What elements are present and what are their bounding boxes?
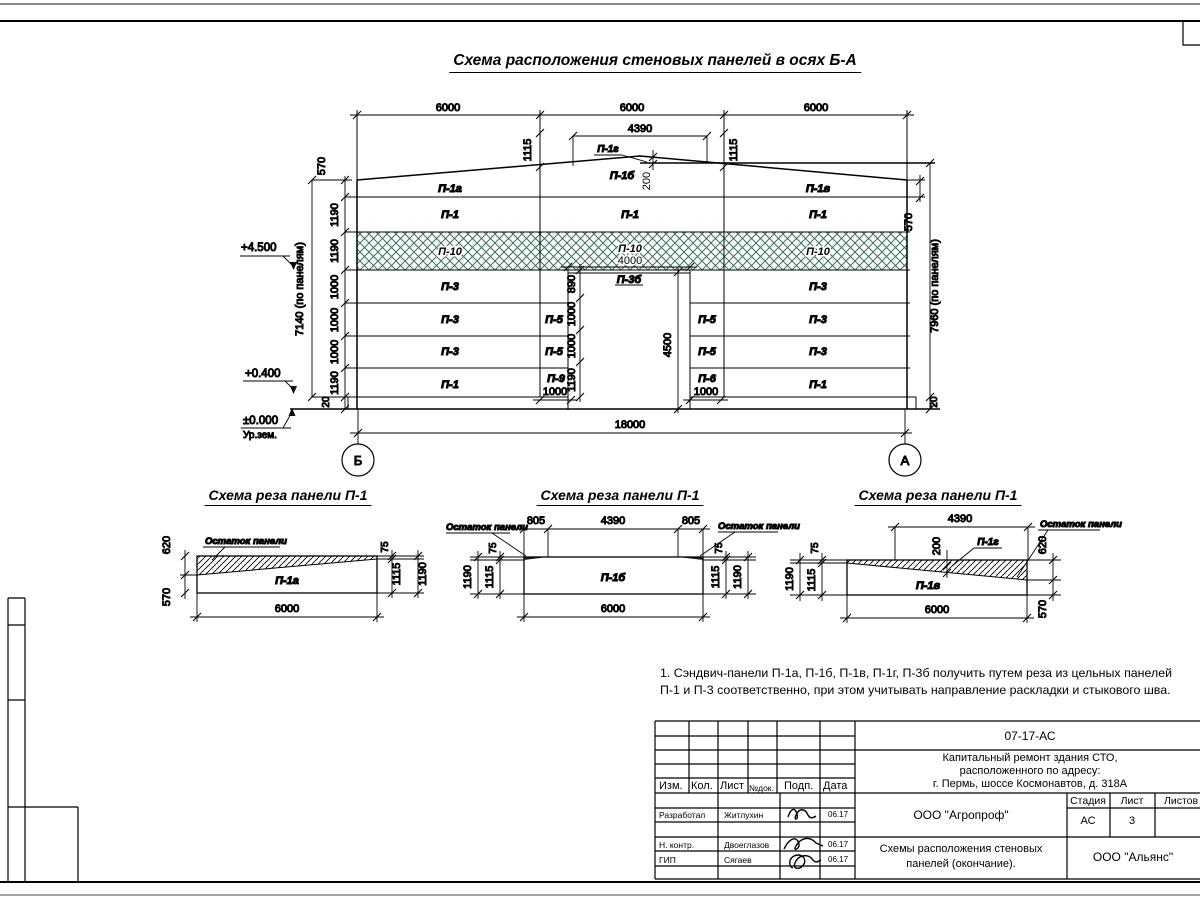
tb-row-name: Двоеглазов [724,840,770,850]
cut3-label-p1g: П-1г [977,537,999,548]
panel-p5-3: П-5 [545,346,563,358]
dim-890: 890 [566,274,578,294]
dim-1190-l2: 1190 [329,239,341,263]
panel-p3-r2l: П-3 [441,314,459,326]
tb-row-name: Житлухин [724,810,764,820]
panel-p10-1: П-10 [438,246,462,258]
dim-1000-d2: 1000 [566,333,578,359]
dim-20-right: 20 [929,396,940,408]
note-line-1: 1. Сэндвич-панели П-1а, П-1б, П-1в, П-1г, П-3б получить путем реза из цельных панелей [660,666,1173,680]
tb-doc-number: 07-17-АС [1004,729,1056,743]
tb-col-list: Лист [720,780,744,792]
cut1-dim-1190: 1190 [417,562,429,586]
cut2-dim-1115-l: 1115 [484,565,496,589]
panel-p1a: П-1а [438,183,462,195]
cut2-dim-1190-l: 1190 [462,565,474,589]
tb-col-kol: Кол. [691,780,713,792]
tb-col-data: Дата [823,780,848,792]
dim-570-right: 570 [903,212,915,232]
cut3-dim-200: 200 [931,536,943,556]
dim-bay-1: 6000 [435,102,461,114]
dim-bay-3: 6000 [803,102,829,114]
cut1-dim-75: 75 [380,541,391,553]
panel-p1v: П-1в [805,183,831,195]
tb-col-podp: Подп. [784,780,814,792]
panel-p1-r3: П-1 [809,209,827,221]
cut2-remnant-right: Остаток панели [718,521,800,532]
cut1-title: Схема реза панели П-1 [205,487,372,506]
cut2-dim-1190-r: 1190 [732,565,744,589]
cut2-dim-75-l: 75 [488,542,499,554]
panel-p1-b2: П-1 [809,379,827,391]
tb-row-role: Разработал [659,810,706,820]
dim-1000-p6: 1000 [693,386,719,398]
cut3-dim-1190: 1190 [784,567,796,591]
dim-1190-l3: 1190 [329,371,341,395]
tb-project-line3: г. Пермь, шоссе Космонавтов, д. 318А [932,778,1128,790]
dim-bay-2: 6000 [619,102,645,114]
level-4500: +4.500 [241,242,277,254]
left-stamp-boxes [8,598,78,882]
cut2-panel-label: П-1б [600,572,626,584]
tb-sheet-value: 3 [1128,815,1136,827]
tb-project-line2: расположенного по адресу: [959,765,1101,777]
note-line-2: П-1 и П-3 соответственно, при этом учитывать направление раскладки и стыкового шва. [660,683,1171,697]
dim-1000-p9: 1000 [542,386,568,398]
dim-4500: 4500 [662,332,674,358]
tb-row-role: Н. контр. [659,840,695,850]
cut1-remnant-label: Остаток панели [205,536,287,547]
tb-sheet-label: Лист [1120,795,1144,807]
panel-p3-r3l: П-3 [441,346,459,358]
tb-stage-label: Стадия [1070,795,1106,807]
panel-p5-1: П-5 [545,314,563,326]
panel-p5-4: П-5 [698,346,716,358]
dim-1000-l3: 1000 [329,339,341,365]
dim-1000-l2: 1000 [329,307,341,333]
panel-p6: П-6 [698,373,716,385]
dim-570-left: 570 [316,156,328,176]
cut3-dim-620: 620 [1037,535,1049,555]
cut3-dim-570: 570 [1037,599,1049,619]
signatures [784,809,823,868]
panel-p1-r1: П-1 [441,209,459,221]
label-ground: Ур.зем. [243,430,277,441]
cut3-dim-1115: 1115 [806,568,818,592]
cut2-dim-1115-r: 1115 [710,565,722,589]
panel-p3-r1r: П-3 [809,281,827,293]
signature-zhitlukhin [788,809,816,819]
signature-dvoeglazov [784,838,823,849]
tb-stage-value: АС [1080,815,1096,827]
panel-p9: П-9 [547,373,565,385]
dim-20-left: 20 [321,396,332,408]
dim-200: 200 [641,171,653,191]
dim-4000: 4000 [617,255,643,267]
cut3-dim-4390: 4390 [947,513,973,525]
panel-p10-2: П-10 [618,243,642,255]
tb-row-name: Сягаев [724,855,752,865]
dim-7960: 7960 (по панелям) [929,239,941,333]
elevation-texts [241,102,941,468]
panel-p10-3: П-10 [806,246,830,258]
building-outline [290,156,940,409]
cut2-title: Схема реза панели П-1 [537,487,704,506]
elevation-drawing [240,102,941,476]
tb-col-izm: Изм. [659,780,683,792]
dim-1115-left: 1115 [522,138,534,162]
panel-p3b: П-3б [616,274,642,286]
cut3-dim-6000: 6000 [924,604,950,616]
axis-letter-B: Б [353,453,363,468]
dim-7140: 7140 (по панелям) [294,242,306,336]
cut-scheme-1 [161,536,429,622]
label-p1g: П-1г [597,144,619,155]
panel-p3-r1l: П-3 [441,281,459,293]
tb-row-role: ГИП [659,855,676,865]
panel-p3-r2r: П-3 [809,314,827,326]
tb-row-date: 06.17 [828,840,849,849]
cut1-dim-620: 620 [161,535,173,555]
cut1-dim-6000: 6000 [274,603,300,615]
axis-letter-A: А [900,453,910,468]
cut1-panel-label: П-1а [275,575,299,587]
panel-p3-r3r: П-3 [809,346,827,358]
tb-project-line1: Капитальный ремонт здания СТО, [942,752,1118,764]
tb-row-date: 06.17 [828,855,849,864]
tb-sheets-label: Листов [1163,795,1199,807]
dim-1190-l1: 1190 [329,203,341,227]
cut1-dim-1115: 1115 [391,562,403,586]
dim-18000: 18000 [614,419,646,431]
panel-p1-b1: П-1 [441,379,459,391]
tb-org2: ООО "Альянс" [1092,850,1174,864]
cut2-dim-805-l: 805 [526,515,546,527]
cut3-panel-label: П-1в [915,580,941,592]
dim-1190-door: 1190 [566,368,578,392]
tb-drawing-title-1: Схемы расположения стеновых [879,843,1043,855]
cut3-dim-75: 75 [810,542,821,554]
tb-col-ndok: №док. [749,783,774,793]
frame-corner-box [1183,22,1200,45]
tb-drawing-title-2: панелей (окончание). [906,858,1016,870]
cut2-remnant-left: Остаток панели [446,522,528,533]
panel-p1b: П-1б [609,170,635,182]
dim-1000-l1: 1000 [329,274,341,300]
level-0400: +0.400 [245,368,281,380]
cut3-title: Схема реза панели П-1 [855,487,1022,506]
cut2-dim-4390: 4390 [600,515,626,527]
dim-4390: 4390 [627,123,653,135]
tb-row-date: 06.17 [828,810,849,819]
cut1-dim-570: 570 [161,587,173,607]
tb-org1: ООО "Агропроф" [913,808,1009,822]
panel-p5-2: П-5 [698,314,716,326]
dim-1115-right: 1115 [728,138,740,162]
panel-p1-r2: П-1 [621,209,639,221]
dim-1000-d1: 1000 [566,301,578,327]
cut2-dim-75-r: 75 [714,542,725,554]
level-0000: ±0.000 [243,415,279,427]
cut2-dim-6000: 6000 [600,603,626,615]
cut3-remnant-label: Остаток панели [1040,519,1122,530]
cut-scheme-2 [446,515,800,622]
cut-scheme-3 [784,513,1122,623]
main-title: Схема расположения стеновых панелей в осях Б-А [449,52,861,73]
cut2-dim-805-r: 805 [681,515,701,527]
